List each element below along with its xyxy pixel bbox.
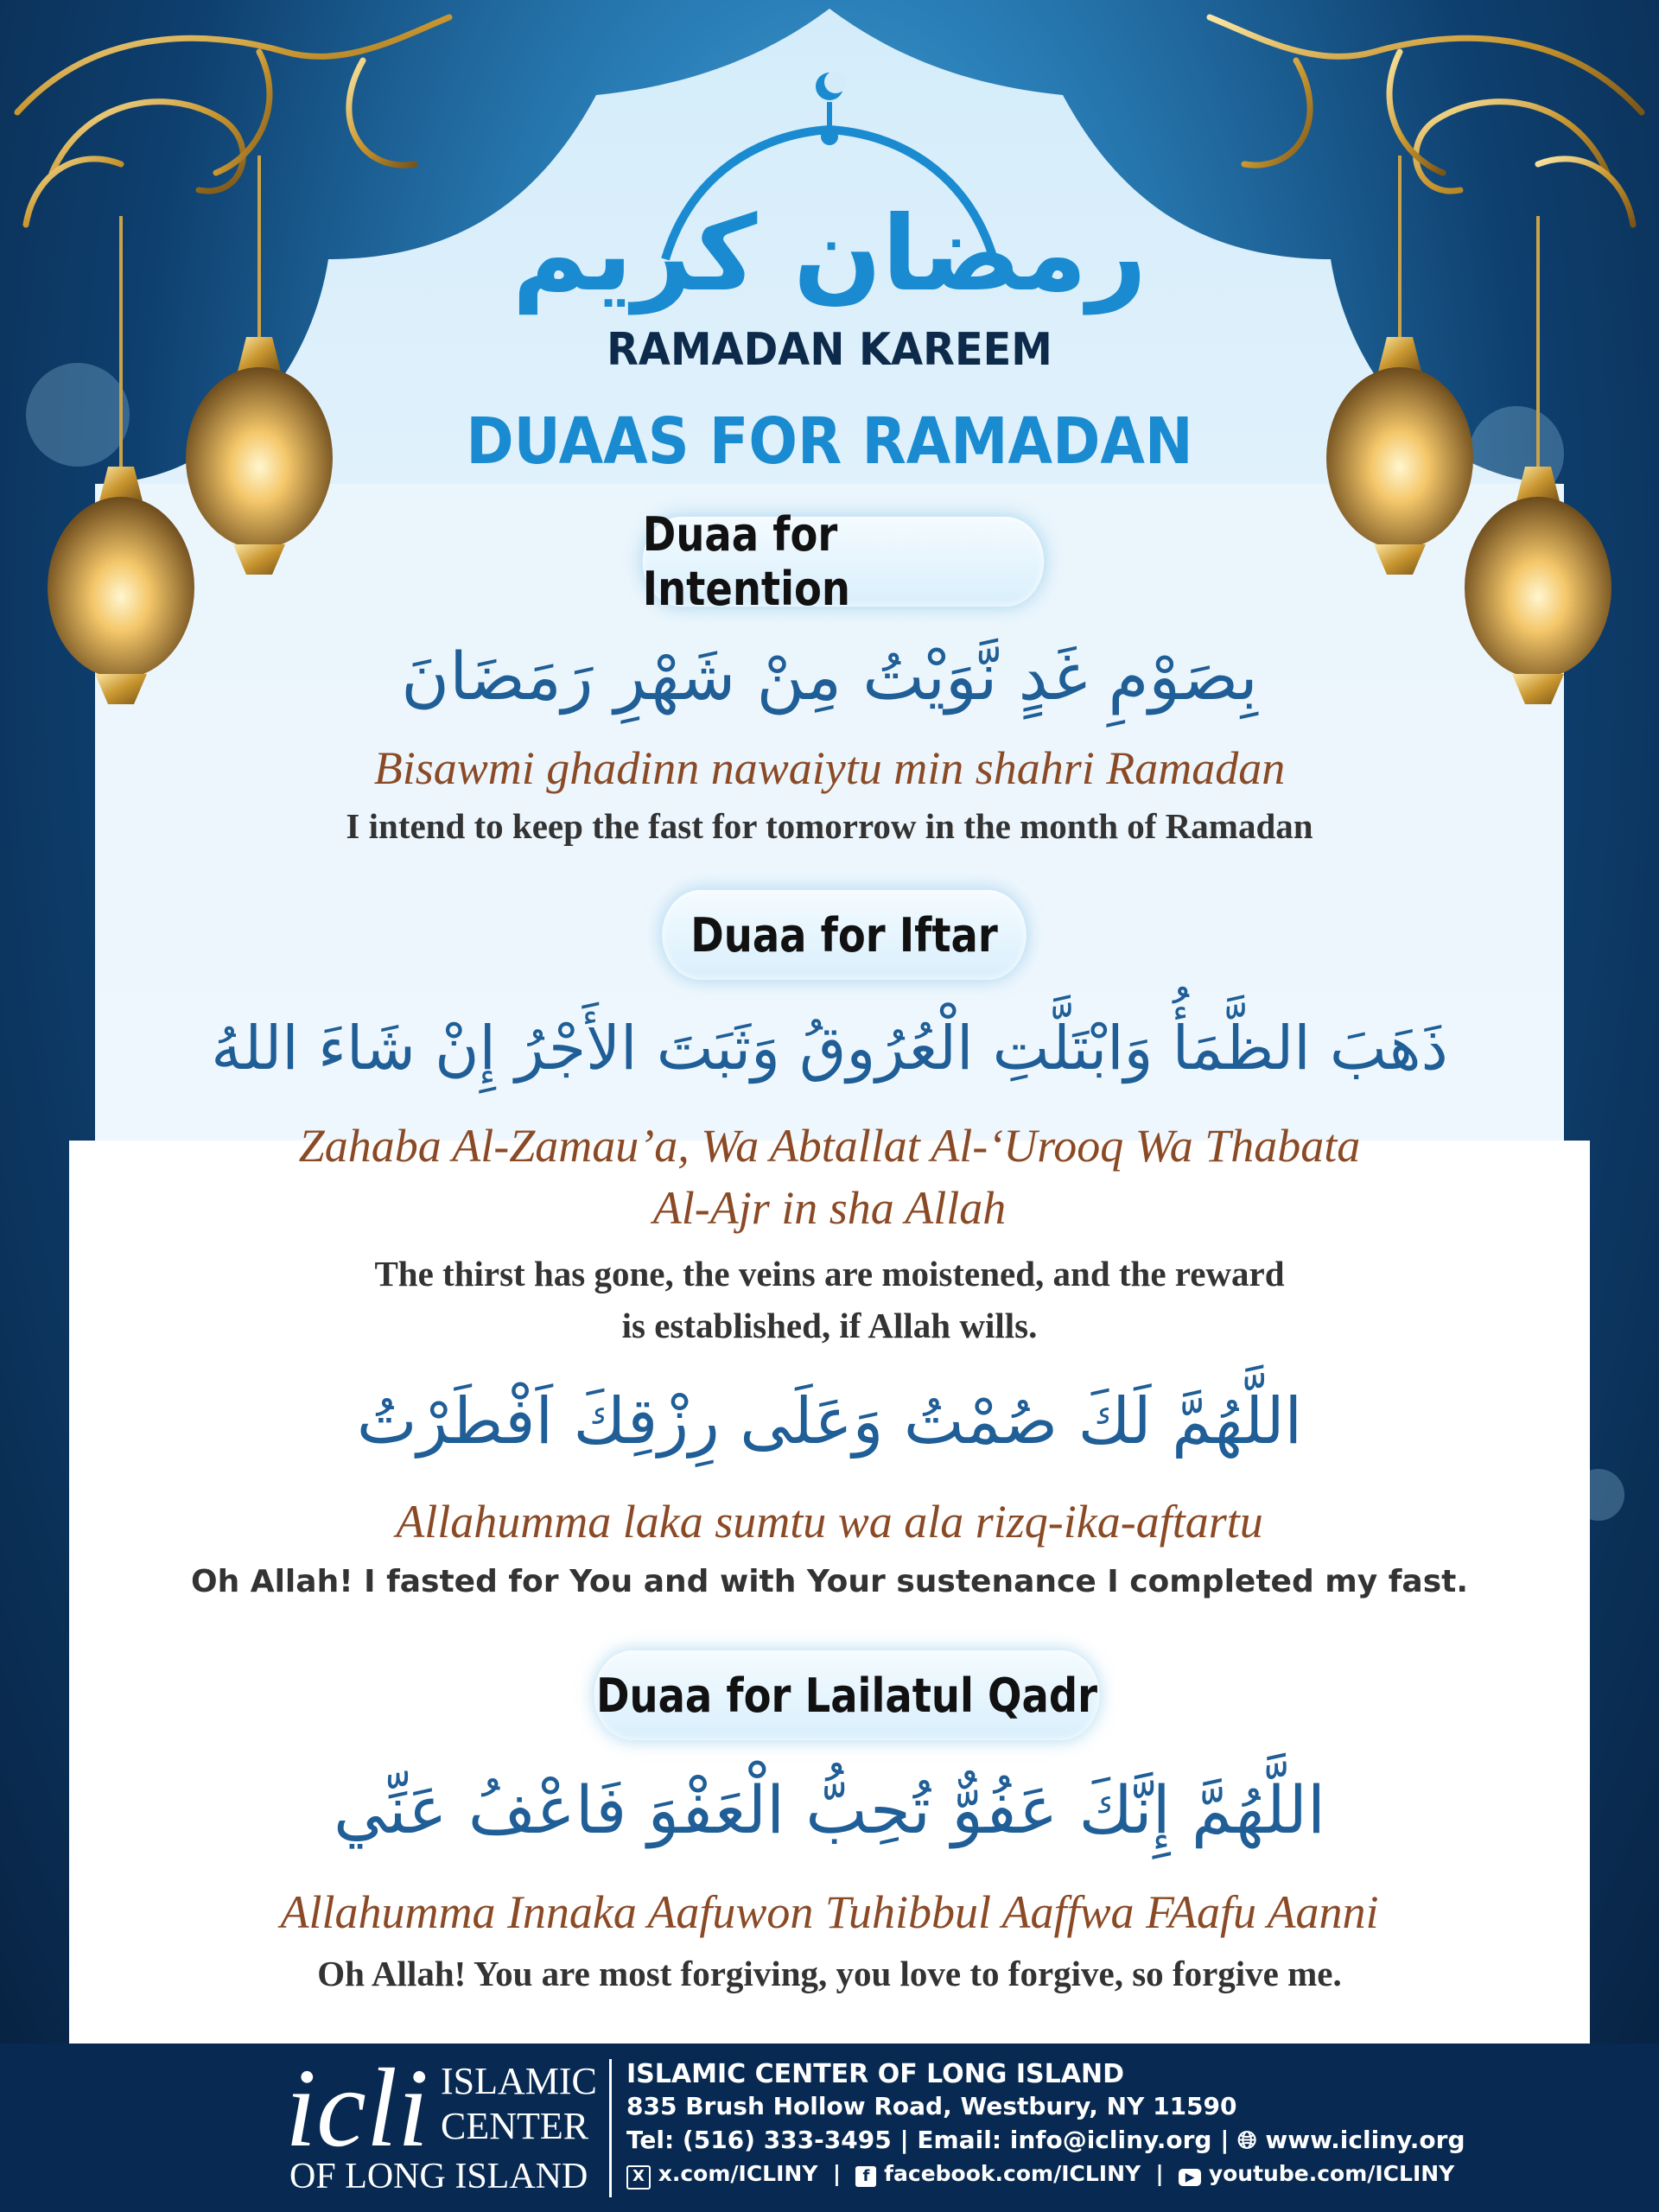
x-icon: X — [626, 2165, 651, 2190]
page-title: DUAAS FOR RAMADAN — [466, 404, 1193, 479]
heading-iftar: Duaa for Iftar — [662, 890, 1026, 980]
heading-lailatul-qadr: Duaa for Lailatul Qadr — [594, 1650, 1100, 1740]
separator: | — [825, 2161, 849, 2186]
heading-intention: Duaa for Intention — [643, 517, 1044, 607]
facebook-icon: f — [855, 2166, 876, 2187]
youtube-link[interactable]: youtube.com/ICLINY — [1208, 2161, 1455, 2186]
translation-intention: I intend to keep the fast for tomorrow in the month of Ramadan — [346, 806, 1313, 846]
social-links — [626, 2161, 1454, 2190]
icli-logo-letters: icli — [285, 2046, 429, 2171]
translation-iftar-1b: is established, if Allah wills. — [621, 1306, 1038, 1345]
translation-iftar-2: Oh Allah! I fasted for You and with Your sustenance I completed my fast. — [190, 1564, 1469, 1599]
transliteration-intention: Bisawmi ghadinn nawaiytu min shahri Ramadan — [373, 742, 1286, 794]
youtube-icon: ▶ — [1179, 2169, 1201, 2186]
ramadan-kareem-calligraphy: رمضان كريم — [512, 194, 1147, 315]
logo-line-islamic: ISLAMIC — [441, 2060, 597, 2102]
org-address: 835 Brush Hollow Road, Westbury, NY 11590 — [626, 2092, 1237, 2120]
transliteration-iftar-1a: Zahaba Al-Zamau’a, Wa Abtallat Al-‘Urooq Wa Thabata — [298, 1120, 1361, 1172]
arabic-iftar-1: ذَهَبَ الظَّمَأُ وَابْتَلَّتِ الْعُرُوقُ وَثَبَتَ الأَجْرُ إِنْ شَاءَ اللهُ — [211, 1013, 1448, 1084]
globe-icon: 🌐︎ — [1237, 2126, 1257, 2154]
logo-line-center: CENTER — [441, 2105, 589, 2147]
arabic-iftar-2: اللَّهُمَّ لَكَ صُمْتُ وَعَلَى رِزْقِكَ اَفْطَرْتُ — [356, 1384, 1303, 1459]
footer-divider — [609, 2059, 612, 2197]
org-contact — [626, 2126, 1465, 2155]
translation-iftar-1a: The thirst has gone, the veins are moistened, and the reward — [374, 1254, 1285, 1294]
arabic-lailatul-qadr: اللَّهُمَّ إِنَّكَ عَفُوٌّ تُحِبُّ الْعَفْوَ فَاعْفُ عَنِّي — [334, 1771, 1325, 1848]
org-name: ISLAMIC CENTER OF LONG ISLAND — [626, 2059, 1124, 2089]
logo-line-long-island: OF LONG ISLAND — [289, 2157, 588, 2196]
arabic-intention: بِصَوْمِ غَدٍ نَّوَيْتُ مِنْ شَهْرِ رَمَضَانَ — [401, 638, 1258, 715]
translation-lailatul-qadr: Oh Allah! You are most forgiving, you love to forgive, so forgive me. — [317, 1954, 1342, 1993]
logo-english-text: RAMADAN KAREEM — [607, 324, 1052, 376]
transliteration-iftar-1b: Al-Ajr in sha Allah — [652, 1182, 1007, 1234]
contact-text: Tel: (516) 333-3495 | Email: info@icliny.org | — [626, 2126, 1230, 2154]
website-link[interactable]: www.icliny.org — [1265, 2126, 1465, 2154]
transliteration-iftar-2: Allahumma laka sumtu wa ala rizq-ika-aftartu — [396, 1496, 1263, 1548]
separator: | — [1147, 2161, 1172, 2186]
transliteration-lailatul-qadr: Allahumma Innaka Aafuwon Tuhibbul Aaffwa FAafu Aanni — [280, 1886, 1379, 1938]
facebook-link[interactable]: facebook.com/ICLINY — [884, 2161, 1141, 2186]
x-link[interactable]: x.com/ICLINY — [658, 2161, 818, 2186]
footer — [0, 2044, 1659, 2212]
